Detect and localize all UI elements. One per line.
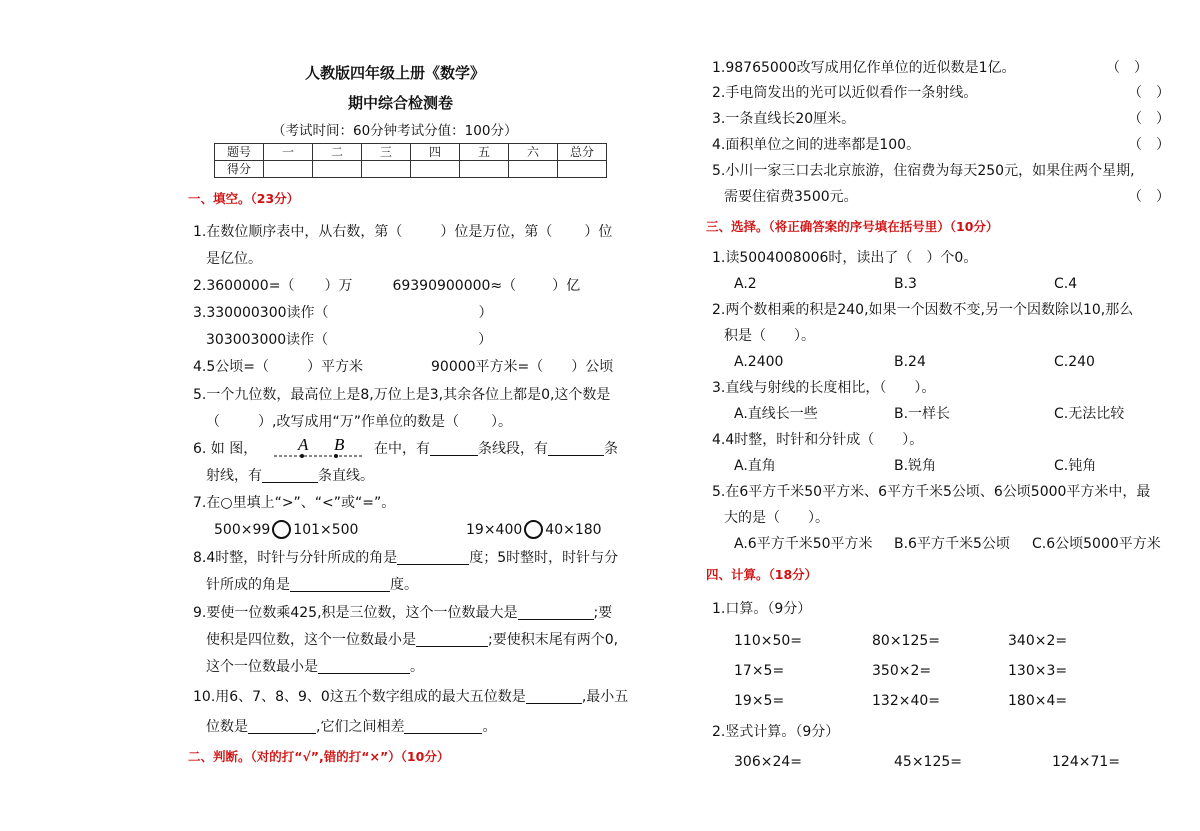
choice-q5: 5.在6平方千米50平方米、6平方千米5公顷、6公顷5000平方米中，最 bbox=[712, 484, 1151, 500]
vertical-item: 306×24= bbox=[734, 754, 802, 770]
q9-text-d: ;要使积末尾有两个0, bbox=[488, 632, 619, 648]
question-3-line1 bbox=[193, 304, 493, 322]
score-cell: 二 bbox=[313, 144, 362, 161]
judge-paren-2[interactable]: （ ） bbox=[1128, 85, 1170, 101]
oral-item: 110×50= bbox=[734, 633, 802, 649]
judge-paren-4[interactable]: （ ） bbox=[1128, 137, 1170, 153]
q2-text-a: 2.3600000=（ bbox=[193, 278, 295, 294]
q1-text-c: ）位 bbox=[584, 224, 613, 240]
score-blank-cell[interactable] bbox=[509, 161, 558, 178]
q5-text-b: （ bbox=[206, 414, 220, 430]
q8-text-b: 度；5时整时，时针与分 bbox=[469, 550, 619, 566]
question-3-line2 bbox=[206, 331, 492, 349]
q6-text-c: 条线段，有 bbox=[478, 441, 548, 457]
point-a-label: A bbox=[298, 435, 309, 454]
q3-text-d: ） bbox=[478, 332, 493, 348]
vertical-item: 45×125= bbox=[894, 754, 962, 770]
q6-text-e: 射线，有 bbox=[206, 468, 262, 484]
q4-text-a: 4.5公顷=（ bbox=[193, 359, 269, 375]
answer-blank[interactable] bbox=[404, 719, 482, 734]
answer-blank[interactable] bbox=[318, 659, 410, 674]
question-4 bbox=[193, 358, 613, 376]
question-9-line3 bbox=[206, 658, 424, 676]
judge-item-3: 3.一条直线长20厘米。 bbox=[712, 111, 856, 127]
oral-item: 17×5= bbox=[734, 663, 785, 679]
score-blank-cell[interactable] bbox=[313, 161, 362, 178]
score-cell: 五 bbox=[460, 144, 509, 161]
q6-text-d: 条 bbox=[604, 441, 618, 457]
question-10-line2 bbox=[206, 718, 496, 736]
q2-text-d: ）亿 bbox=[552, 278, 581, 294]
question-9-line1 bbox=[193, 604, 612, 622]
choice-q2-opt-a[interactable]: A.2400 bbox=[734, 354, 784, 370]
oral-item: 19×5= bbox=[734, 693, 785, 709]
q8-text-d: 度。 bbox=[390, 577, 418, 593]
choice-q5-opt-a[interactable]: A.6平方千米50平方米 bbox=[734, 536, 873, 552]
q7-right2: 40×180 bbox=[545, 522, 602, 538]
choice-q1-opt-c[interactable]: C.4 bbox=[1054, 276, 1078, 292]
question-1-line1 bbox=[193, 223, 612, 241]
choice-q3: 3.直线与射线的长度相比，（ ）。 bbox=[712, 380, 936, 396]
vertical-item: 124×71= bbox=[1052, 754, 1120, 770]
choice-q5-cont: 大的是（ ）。 bbox=[724, 510, 829, 526]
judge-paren-5[interactable]: （ ） bbox=[1128, 189, 1170, 205]
q10-text-a: 10.用6、7、8、9、0这五个数字组成的最大五位数是 bbox=[193, 689, 526, 705]
oral-item: 132×40= bbox=[872, 693, 940, 709]
score-blank-cell[interactable] bbox=[264, 161, 313, 178]
score-cell: 三 bbox=[362, 144, 411, 161]
question-7-line1: 7.在○里填上“>”、“<”或“=”。 bbox=[193, 495, 396, 511]
score-cell: 四 bbox=[411, 144, 460, 161]
line-figure-ab bbox=[272, 434, 368, 462]
q7-left1: 500×99 bbox=[214, 522, 271, 538]
q9-text-e: 这个一位数最小是 bbox=[206, 659, 318, 675]
answer-blank[interactable] bbox=[548, 441, 604, 456]
choice-q4: 4.4时整，时针和分针成（ ）。 bbox=[712, 432, 924, 448]
q2-text-c: 69390900000≈（ bbox=[392, 278, 517, 294]
choice-q3-opt-c[interactable]: C.无法比较 bbox=[1054, 406, 1125, 422]
choice-q4-opt-a[interactable]: A.直角 bbox=[734, 458, 776, 474]
question-10-line1 bbox=[193, 688, 628, 706]
choice-q3-opt-a[interactable]: A.直线长一些 bbox=[734, 406, 818, 422]
question-1-line2: 是亿位。 bbox=[206, 251, 262, 267]
answer-blank[interactable] bbox=[248, 719, 316, 734]
judge-item-4: 4.面积单位之间的进率都是100。 bbox=[712, 137, 921, 153]
judge-paren-1[interactable]: （ ） bbox=[1106, 60, 1148, 76]
answer-blank[interactable] bbox=[290, 577, 390, 592]
question-7-compare2 bbox=[466, 520, 602, 539]
choice-q2-cont: 积是（ ）。 bbox=[724, 328, 815, 344]
oral-calc-heading: 1.口算。（9分） bbox=[712, 601, 812, 617]
section4-title: 四、计算。（18分） bbox=[706, 567, 818, 582]
q2-text-b: ）万 bbox=[324, 278, 353, 294]
question-5-line2 bbox=[206, 413, 512, 431]
q4-text-c: 90000平方米=（ bbox=[431, 359, 544, 375]
choice-q5-opt-c[interactable]: C.6公顷5000平方米 bbox=[1032, 536, 1161, 552]
answer-blank[interactable] bbox=[430, 441, 478, 456]
q5-text-d: ）。 bbox=[490, 414, 512, 430]
q1-text-b: ）位是万位，第（ bbox=[440, 224, 553, 240]
choice-q3-opt-b[interactable]: B.一样长 bbox=[894, 406, 951, 422]
q10-text-e: 。 bbox=[482, 719, 497, 735]
score-blank-cell[interactable] bbox=[411, 161, 460, 178]
section2-title: 二、判断。（对的打“√”,错的打“×”）（10分） bbox=[188, 749, 450, 764]
point-b-label: B bbox=[334, 435, 345, 454]
judge-paren-3[interactable]: （ ） bbox=[1128, 111, 1170, 127]
answer-blank[interactable] bbox=[262, 468, 318, 483]
compare-circle[interactable] bbox=[524, 520, 543, 539]
oral-item: 340×2= bbox=[1008, 633, 1068, 649]
q6-text-b: 在中，有 bbox=[374, 441, 430, 457]
question-2 bbox=[193, 277, 580, 295]
score-cell: 题号 bbox=[215, 144, 264, 161]
q6-text-f: 条直线。 bbox=[318, 468, 374, 484]
q4-text-d: ）公顷 bbox=[571, 359, 614, 375]
q1-text-a: 1.在数位顺序表中，从右数，第（ bbox=[193, 224, 403, 240]
score-blank-cell[interactable] bbox=[460, 161, 509, 178]
q9-text-f: 。 bbox=[410, 659, 424, 675]
oral-item: 130×3= bbox=[1008, 663, 1068, 679]
score-blank-cell[interactable] bbox=[362, 161, 411, 178]
choice-q2-opt-b[interactable]: B.24 bbox=[894, 354, 926, 370]
q7-right1: 101×500 bbox=[293, 522, 359, 538]
question-8-line2 bbox=[206, 576, 418, 594]
vertical-calc-heading: 2.竖式计算。（9分） bbox=[712, 724, 840, 740]
oral-item: 80×125= bbox=[872, 633, 940, 649]
question-8-line1 bbox=[193, 549, 618, 567]
q3-text-c: 303003000读作（ bbox=[206, 332, 329, 348]
choice-q1-opt-b[interactable]: B.3 bbox=[894, 276, 917, 292]
judge-item-1: 1.98765000改写成用亿作单位的近似数是1亿。 bbox=[712, 60, 1016, 76]
score-table-score-row bbox=[215, 161, 607, 178]
answer-blank[interactable] bbox=[518, 605, 594, 620]
q4-text-b: ）平方米 bbox=[307, 359, 363, 375]
choice-q1-opt-a[interactable]: A.2 bbox=[734, 276, 757, 292]
choice-q1: 1.读5004008006时，读出了（ ）个0。 bbox=[712, 250, 978, 266]
q8-text-a: 8.4时整，时针与分针所成的角是 bbox=[193, 550, 398, 566]
choice-q4-opt-c[interactable]: C.钝角 bbox=[1054, 458, 1097, 474]
compare-circle[interactable] bbox=[272, 520, 291, 539]
q6-text-a: 6. 如 图， bbox=[193, 441, 258, 457]
q9-text-b: ;要 bbox=[593, 605, 613, 621]
oral-item: 350×2= bbox=[872, 663, 932, 679]
q10-text-c: 位数是 bbox=[206, 719, 248, 735]
q9-text-c: 使积是四位数，这个一位数最小是 bbox=[206, 632, 416, 648]
q9-text-a: 9.要使一位数乘425,积是三位数，这个一位数最大是 bbox=[193, 605, 518, 621]
answer-blank[interactable] bbox=[397, 550, 469, 565]
answer-blank[interactable] bbox=[416, 632, 488, 647]
question-9-line2 bbox=[206, 631, 618, 649]
paper-title: 人教版四年级上册《数学》 bbox=[305, 64, 486, 82]
q7-left2: 19×400 bbox=[466, 522, 523, 538]
q3-text-a: 3.330000300读作（ bbox=[193, 305, 329, 321]
answer-blank[interactable] bbox=[526, 689, 582, 704]
paper-subtitle: 期中综合检测卷 bbox=[348, 94, 454, 112]
oral-item: 180×4= bbox=[1008, 693, 1068, 709]
question-6-line2 bbox=[206, 467, 374, 485]
judge-item-5-cont: 需要住宿费3500元。 bbox=[724, 189, 858, 205]
section3-title: 三、选择。（将正确答案的序号填在括号里）（10分） bbox=[706, 219, 999, 234]
q10-text-d: ,它们之间相差 bbox=[316, 719, 405, 735]
score-cell: 得分 bbox=[215, 161, 264, 178]
judge-item-5: 5.小川一家三口去北京旅游，住宿费为每天250元，如果住两个星期, bbox=[712, 163, 1135, 179]
score-cell: 一 bbox=[264, 144, 313, 161]
score-cell: 六 bbox=[509, 144, 558, 161]
score-blank-cell[interactable] bbox=[558, 161, 607, 178]
choice-q4-opt-b[interactable]: B.锐角 bbox=[894, 458, 937, 474]
question-7-compare1 bbox=[214, 520, 358, 539]
choice-q5-opt-b[interactable]: B.6平方千米5公顷 bbox=[894, 536, 1010, 552]
q3-text-b: ） bbox=[478, 305, 493, 321]
q8-text-c: 针所成的角是 bbox=[206, 577, 290, 593]
score-table-header-row bbox=[215, 144, 607, 161]
exam-info: （考试时间：60分钟考试分值：100分） bbox=[272, 123, 518, 139]
section1-title: 一、填空。（23分） bbox=[188, 191, 300, 206]
score-cell: 总分 bbox=[558, 144, 607, 161]
choice-q2: 2.两个数相乘的积是240,如果一个因数不变,另一个因数除以10,那么 bbox=[712, 302, 1134, 318]
q10-text-b: ,最小五 bbox=[581, 689, 629, 705]
question-6-line1 bbox=[193, 440, 257, 458]
question-5-line1: 5.一个九位数，最高位上是8,万位上是3,其余各位上都是0,这个数是 bbox=[193, 387, 611, 403]
question-6-line1b bbox=[374, 440, 618, 458]
score-table bbox=[214, 143, 607, 178]
choice-q2-opt-c[interactable]: C.240 bbox=[1054, 354, 1095, 370]
judge-item-2: 2.手电筒发出的光可以近似看作一条射线。 bbox=[712, 85, 978, 101]
q5-text-c: ）,改写成用“万”作单位的数是（ bbox=[258, 414, 459, 430]
